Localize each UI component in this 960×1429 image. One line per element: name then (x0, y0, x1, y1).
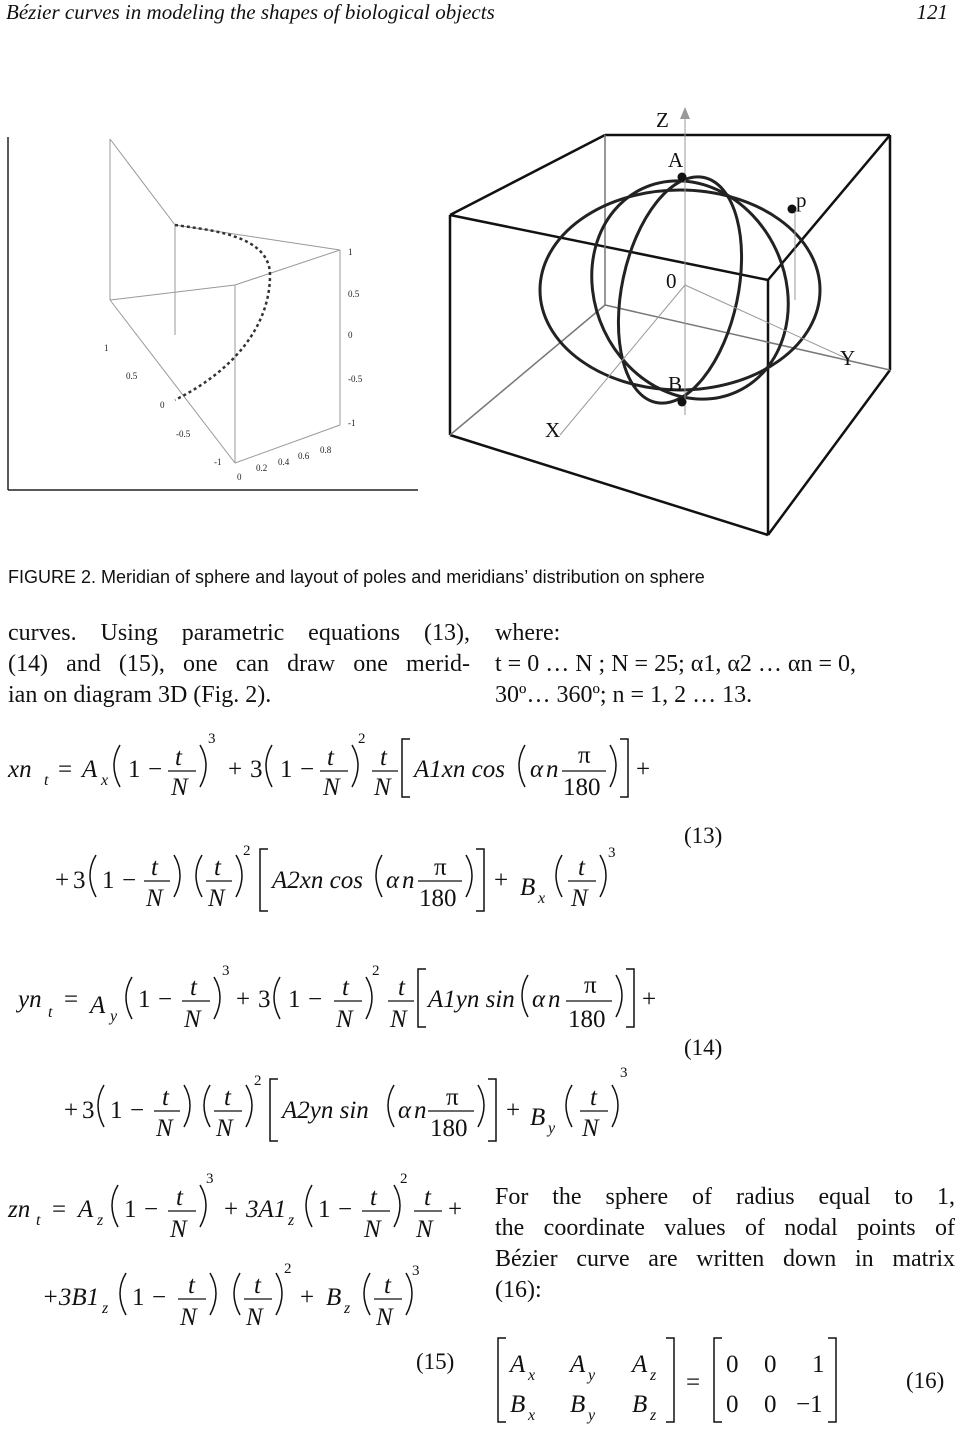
equation-15 (0, 1165, 480, 1390)
eq-a-sub: x (101, 772, 109, 789)
eq-a1-sub: z (288, 1212, 295, 1229)
figure-caption: FIGURE 2. Meridian of sphere and layout of poles and meridians’ distribution on sphere (8, 567, 705, 587)
x-tick: 0.6 (298, 451, 310, 461)
text-line: (16): (495, 1277, 542, 1303)
text-line: Bézier curve are written down in matrix (495, 1246, 955, 1272)
equation-number: (15) (416, 1349, 455, 1374)
frac-num: t (380, 744, 387, 771)
frac-num: t (176, 1184, 183, 1211)
matrix-cell: 1 (812, 1351, 825, 1378)
left-paragraph (8, 618, 470, 680)
frac-num: t (151, 854, 158, 881)
equation-13 (0, 725, 960, 940)
z-tick: -1 (348, 418, 356, 428)
z-tick: 0.5 (348, 289, 360, 299)
frac-den: N (390, 1006, 407, 1033)
frac-num: t (254, 1272, 261, 1299)
eq-sign: = (64, 986, 79, 1013)
plus: + (300, 1284, 315, 1311)
frac-num: t (188, 1272, 195, 1299)
alpha: α (386, 867, 400, 894)
eq-b-sub: z (344, 1300, 351, 1317)
eq-b1-sub: z (102, 1300, 109, 1317)
meridian-curve (175, 225, 270, 400)
plus: + (506, 1097, 521, 1124)
pi: π (446, 1084, 459, 1111)
frac-den: N (146, 885, 163, 912)
text-line: 30º… 360º; n = 1, 2 … 13. (495, 682, 753, 708)
z-tick: -0.5 (348, 374, 363, 384)
three: 3 (82, 1097, 95, 1124)
minus: − (158, 986, 173, 1013)
matrix-cell: 0 (726, 1351, 739, 1378)
three: 3 (258, 986, 271, 1013)
frac-den: N (364, 1216, 381, 1243)
y-tick: -0.5 (176, 429, 191, 439)
minus: − (308, 986, 323, 1013)
frac-den: N (156, 1115, 173, 1142)
one: 1 (128, 756, 141, 783)
minus: − (144, 1196, 159, 1223)
equation-number: (13) (684, 823, 723, 848)
n: n (548, 986, 561, 1013)
plus: + (224, 1196, 239, 1223)
frac-num: t (214, 854, 221, 881)
minus: − (122, 867, 137, 894)
matrix-cell-sub: x (528, 1407, 536, 1424)
pi: π (434, 854, 447, 881)
z-axis-label: Z (656, 108, 669, 132)
text-line: (14) and (15), one can draw one merid- (8, 651, 470, 677)
pi: π (584, 972, 597, 999)
frac-num: t (190, 974, 197, 1001)
page-number: 121 (916, 0, 948, 24)
exponent: 3 (412, 1263, 420, 1279)
text-line: ian on diagram 3D (Fig. 2). (8, 682, 272, 708)
minus: − (152, 1284, 167, 1311)
one: 1 (288, 986, 301, 1013)
eq-b-sub: y (548, 1120, 556, 1137)
exponent: 2 (372, 963, 380, 979)
frac-den: N (336, 1006, 353, 1033)
frac-den: N (376, 1304, 393, 1331)
matrix-cell: B (570, 1391, 586, 1418)
term: A1xn cos (414, 756, 505, 783)
eq-b1: +3B1 (42, 1284, 100, 1311)
eq-a-sub: z (97, 1212, 104, 1229)
one: 1 (280, 756, 293, 783)
sphere-paragraph (495, 1182, 955, 1275)
eq-b-sub: x (538, 890, 546, 907)
matrix-cell-sub: y (588, 1367, 596, 1384)
eq-b: B (530, 1104, 546, 1131)
eq-b: B (520, 874, 536, 901)
frac-den: N (184, 1006, 201, 1033)
exponent: 3 (206, 1171, 214, 1187)
matrix-cell-sub: z (650, 1367, 657, 1384)
eq-lhs-sub: t (48, 1004, 53, 1021)
frac-num: t (327, 744, 334, 771)
frac-den: N (571, 885, 588, 912)
x-tick: 0.2 (256, 463, 268, 473)
x-axis-label: X (545, 418, 561, 442)
minus: − (130, 1097, 145, 1124)
denominator: 180 (430, 1115, 468, 1142)
exponent: 3 (608, 845, 616, 861)
frac-den: N (416, 1216, 433, 1243)
frac-den: N (216, 1115, 233, 1142)
eq-lhs-sub: t (36, 1212, 41, 1229)
plus: + (636, 756, 651, 783)
matrix-cell: −1 (796, 1391, 823, 1418)
equation-number: (16) (906, 1368, 945, 1393)
origin-label: 0 (666, 269, 677, 293)
equation-14 (0, 955, 960, 1170)
matrix-cell: B (632, 1391, 648, 1418)
exponent: 3 (620, 1065, 628, 1081)
frac-num: t (578, 854, 585, 881)
matrix-cell-sub: x (528, 1367, 536, 1384)
equation-number: (14) (684, 1035, 723, 1060)
frac-num: t (384, 1272, 391, 1299)
frac-num: t (398, 974, 405, 1001)
text-line: where: (495, 620, 561, 646)
x-tick: 0.4 (278, 457, 290, 467)
frac-num: t (175, 744, 182, 771)
meridian-plot (0, 125, 430, 495)
y-tick: 0.5 (126, 371, 138, 381)
y-tick: 1 (104, 343, 109, 353)
n: n (546, 756, 559, 783)
frac-den: N (246, 1304, 263, 1331)
pole-a-label: A (668, 148, 684, 172)
matrix-cell-sub: y (588, 1407, 596, 1424)
frac-num: t (342, 974, 349, 1001)
plus: + (494, 867, 509, 894)
eq-a-sub: y (110, 1008, 118, 1025)
alpha: α (530, 756, 544, 783)
three: 3 (250, 756, 263, 783)
pi: π (578, 742, 591, 769)
frac-den: N (171, 774, 188, 801)
z-tick: 0 (348, 330, 353, 340)
frac-den: N (180, 1304, 197, 1331)
point-p-label: p (796, 188, 807, 212)
n: n (402, 867, 415, 894)
one: 1 (124, 1196, 137, 1223)
plus: + (236, 986, 251, 1013)
minus: − (300, 756, 315, 783)
eq-lhs: yn (18, 986, 42, 1013)
eq-lhs: zn (8, 1196, 31, 1223)
one: 1 (132, 1284, 145, 1311)
eq-sign: = (58, 756, 73, 783)
text-line: t = 0 … N ; N = 25; α1, α2 … αn = 0, (495, 651, 856, 677)
matrix-cell: 0 (764, 1351, 777, 1378)
plus: + (228, 756, 243, 783)
minus: − (338, 1196, 353, 1223)
exponent: 2 (254, 1073, 262, 1089)
exponent: 2 (400, 1171, 408, 1187)
n: n (414, 1097, 427, 1124)
exponent: 2 (358, 731, 366, 747)
text-line: the coordinate values of nodal points of (495, 1215, 955, 1241)
eq-b: B (326, 1284, 342, 1311)
frac-num: t (162, 1084, 169, 1111)
matrix-cell: A (570, 1351, 586, 1378)
z-tick: 1 (348, 247, 353, 257)
x-tick: 0.8 (320, 445, 332, 455)
x-tick: 0 (237, 472, 242, 482)
one: 1 (102, 867, 115, 894)
eq-sign: = (686, 1369, 701, 1396)
frac-num: t (424, 1184, 431, 1211)
matrix-cell-sub: z (650, 1407, 657, 1424)
eq-lhs: xn (8, 756, 32, 783)
plus: + (64, 1097, 79, 1124)
term: A2xn cos (272, 867, 363, 894)
denominator: 180 (563, 774, 601, 801)
frac-den: N (323, 774, 340, 801)
pole-b-label: B (668, 372, 683, 396)
y-tick: -1 (214, 457, 222, 467)
frac-den: N (170, 1216, 187, 1243)
running-title: Bézier curves in modeling the shapes of biological objects (6, 0, 495, 24)
matrix-cell: 0 (726, 1391, 739, 1418)
plus: + (448, 1196, 463, 1223)
one: 1 (138, 986, 151, 1013)
term: A1yn sin (428, 986, 515, 1013)
eq-a: A (82, 756, 98, 783)
one: 1 (110, 1097, 123, 1124)
matrix-cell: 0 (764, 1391, 777, 1418)
sphere-plot (430, 105, 900, 545)
matrix-cell: B (510, 1391, 526, 1418)
denominator: 180 (568, 1006, 606, 1033)
frac-den: N (582, 1115, 599, 1142)
right-paragraph (495, 618, 955, 711)
matrix-cell: A (632, 1351, 648, 1378)
frac-den: N (208, 885, 225, 912)
eq-a: A (78, 1196, 94, 1223)
exponent: 2 (243, 843, 251, 859)
eq-a1: 3A1 (246, 1196, 287, 1223)
eq-a: A (90, 992, 106, 1019)
equation-16 (490, 1330, 960, 1429)
plus: + (642, 986, 657, 1013)
one: 1 (318, 1196, 331, 1223)
denominator: 180 (419, 885, 457, 912)
text-line: For the sphere of radius equal to 1, (495, 1184, 955, 1210)
y-tick: 0 (160, 400, 165, 410)
y-axis-label: Y (840, 346, 856, 370)
three: 3 (73, 867, 86, 894)
exponent: 3 (222, 963, 230, 979)
exponent: 3 (208, 731, 216, 747)
alpha: α (398, 1097, 412, 1124)
plus: + (55, 867, 70, 894)
frac-num: t (224, 1084, 231, 1111)
exponent: 2 (284, 1261, 292, 1277)
text-line: curves. Using parametric equations (13), (8, 620, 470, 646)
matrix-cell: A (510, 1351, 526, 1378)
frac-num: t (590, 1084, 597, 1111)
eq-sign: = (52, 1196, 67, 1223)
frac-num: t (370, 1184, 377, 1211)
minus: − (148, 756, 163, 783)
frac-den: N (374, 774, 391, 801)
term: A2yn sin (282, 1097, 369, 1124)
alpha: α (532, 986, 546, 1013)
eq-lhs-sub: t (44, 772, 49, 789)
